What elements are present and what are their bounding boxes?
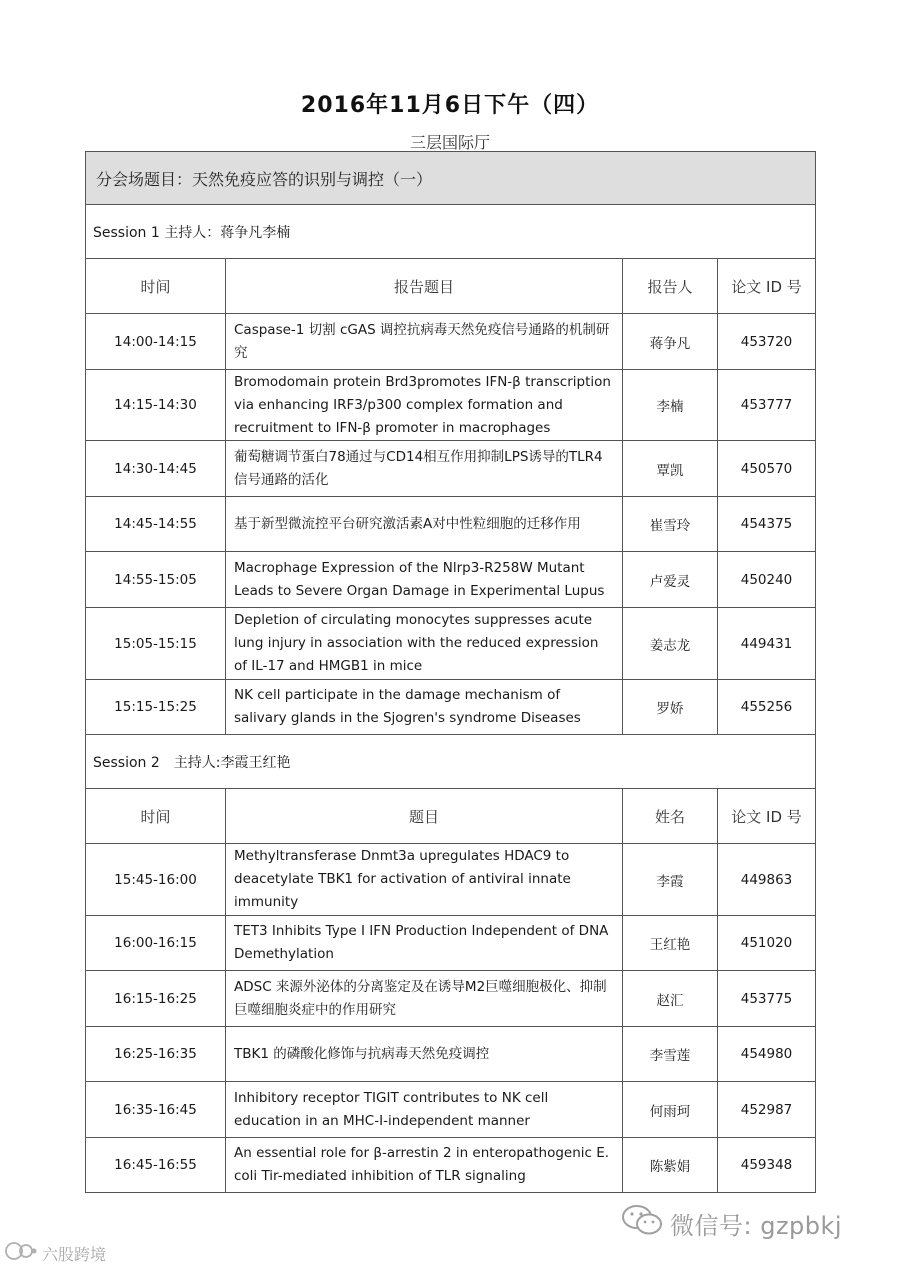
time-cell: 16:25-16:35: [86, 1027, 226, 1082]
time-cell: 14:00-14:15: [86, 314, 226, 370]
topic-cell: Macrophage Expression of the Nlrp3-R258W Mutant Leads to Severe Organ Damage in Experimental Lupus: [226, 552, 623, 608]
column-header-time: 时间: [86, 259, 226, 314]
topic-cell: 葡萄糖调节蛋白78通过与CD14相互作用抑制LPS诱导的TLR4信号通路的活化: [226, 441, 623, 497]
topic-cell: 基于新型微流控平台研究激活素A对中性粒细胞的迁移作用: [226, 497, 623, 552]
table-row: [86, 916, 816, 971]
paper-id-cell: 449863: [718, 844, 816, 916]
session-1-column-header: [86, 259, 816, 314]
speaker-cell: 崔雪玲: [623, 497, 718, 552]
column-header-topic: 题目: [226, 789, 623, 844]
table-row: [86, 1082, 816, 1138]
table-row: [86, 441, 816, 497]
paper-id-cell: 450570: [718, 441, 816, 497]
speaker-cell: 李雪莲: [623, 1027, 718, 1082]
speaker-cell: 卢爱灵: [623, 552, 718, 608]
paper-id-cell: 449431: [718, 608, 816, 680]
table-row: [86, 370, 816, 441]
column-header-speaker: 报告人: [623, 259, 718, 314]
column-header-topic: 报告题目: [226, 259, 623, 314]
speaker-cell: 李霞: [623, 844, 718, 916]
table-row: [86, 680, 816, 735]
topic-cell: TBK1 的磷酸化修饰与抗病毒天然免疫调控: [226, 1027, 623, 1082]
paper-id-cell: 454375: [718, 497, 816, 552]
topic-cell: ADSC 来源外泌体的分离鉴定及在诱导M2巨噬细胞极化、抑制巨噬细胞炎症中的作用研究: [226, 971, 623, 1027]
time-cell: 16:00-16:15: [86, 916, 226, 971]
time-cell: 16:35-16:45: [86, 1082, 226, 1138]
topic-cell: TET3 Inhibits Type I IFN Production Independent of DNA Demethylation: [226, 916, 623, 971]
wechat-icon: [620, 1203, 664, 1243]
time-cell: 15:15-15:25: [86, 680, 226, 735]
table-row: [86, 608, 816, 680]
brand-logo-icon: [4, 1240, 38, 1266]
paper-id-cell: 451020: [718, 916, 816, 971]
topic-cell: An essential role for β-arrestin 2 in enteropathogenic E. coli Tir-mediated inhibition of TLR signaling: [226, 1138, 623, 1193]
time-cell: 16:45-16:55: [86, 1138, 226, 1193]
table-row: [86, 314, 816, 370]
topic-cell: Caspase-1 切割 cGAS 调控抗病毒天然免疫信号通路的机制研究: [226, 314, 623, 370]
topic-cell: Depletion of circulating monocytes suppresses acute lung injury in association with the reduced expression of IL-17 and HMGB1 in mice: [226, 608, 623, 680]
table-row: [86, 497, 816, 552]
speaker-cell: 李楠: [623, 370, 718, 441]
topic-cell: NK cell participate in the damage mechanism of salivary glands in the Sjogren's syndrome Diseases: [226, 680, 623, 735]
time-cell: 14:55-15:05: [86, 552, 226, 608]
paper-id-cell: 453777: [718, 370, 816, 441]
schedule-table: [85, 151, 816, 1193]
paper-id-cell: 459348: [718, 1138, 816, 1193]
venue-label: 三层国际厅: [409, 133, 490, 152]
topic-cell: Methyltransferase Dnmt3a upregulates HDAC9 to deacetylate TBK1 for activation of antiviral innate immunity: [226, 844, 623, 916]
track-header-row: [86, 152, 816, 205]
session-1-row: [86, 205, 816, 259]
topic-cell: Inhibitory receptor TIGIT contributes to NK cell education in an MHC-I-independent manner: [226, 1082, 623, 1138]
time-cell: 14:15-14:30: [86, 370, 226, 441]
wechat-id-text: 微信号: gzpbkj: [670, 1211, 843, 1240]
paper-id-cell: 455256: [718, 680, 816, 735]
track-title: 分会场题目：天然免疫应答的识别与调控（一）: [86, 152, 816, 205]
time-cell: 15:05-15:15: [86, 608, 226, 680]
table-row: [86, 552, 816, 608]
session-2-label: Session 2 主持人:李霞王红艳: [86, 735, 816, 789]
paper-id-cell: 450240: [718, 552, 816, 608]
time-cell: 15:45-16:00: [86, 844, 226, 916]
speaker-cell: 罗娇: [623, 680, 718, 735]
table-row: [86, 1138, 816, 1193]
speaker-cell: 姜志龙: [623, 608, 718, 680]
column-header-paper-id: 论文 ID 号: [718, 789, 816, 844]
page-title: 2016年11月6日下午（四）: [300, 93, 600, 118]
wechat-watermark: [620, 1200, 900, 1246]
speaker-cell: 蒋争凡: [623, 314, 718, 370]
paper-id-cell: 454980: [718, 1027, 816, 1082]
table-row: [86, 844, 816, 916]
session-1-label: Session 1 主持人：蒋争凡李楠: [86, 205, 816, 259]
table-row: [86, 1027, 816, 1082]
paper-id-cell: 453720: [718, 314, 816, 370]
paper-id-cell: 452987: [718, 1082, 816, 1138]
session-2-row: [86, 735, 816, 789]
time-cell: 16:15-16:25: [86, 971, 226, 1027]
time-cell: 14:45-14:55: [86, 497, 226, 552]
column-header-time: 时间: [86, 789, 226, 844]
table-row: [86, 971, 816, 1027]
speaker-cell: 王红艳: [623, 916, 718, 971]
speaker-cell: 赵汇: [623, 971, 718, 1027]
paper-id-cell: 453775: [718, 971, 816, 1027]
topic-cell: Bromodomain protein Brd3promotes IFN-β transcription via enhancing IRF3/p300 complex formation and recruitment to IFN-β promoter in macrophages: [226, 370, 623, 441]
brand-watermark: [4, 1238, 106, 1268]
speaker-cell: 何雨珂: [623, 1082, 718, 1138]
speaker-cell: 陈紫娟: [623, 1138, 718, 1193]
column-header-paper-id: 论文 ID 号: [718, 259, 816, 314]
time-cell: 14:30-14:45: [86, 441, 226, 497]
column-header-speaker: 姓名: [623, 789, 718, 844]
speaker-cell: 覃凯: [623, 441, 718, 497]
brand-name-text: 六股跨境: [42, 1244, 107, 1264]
session-2-column-header: [86, 789, 816, 844]
